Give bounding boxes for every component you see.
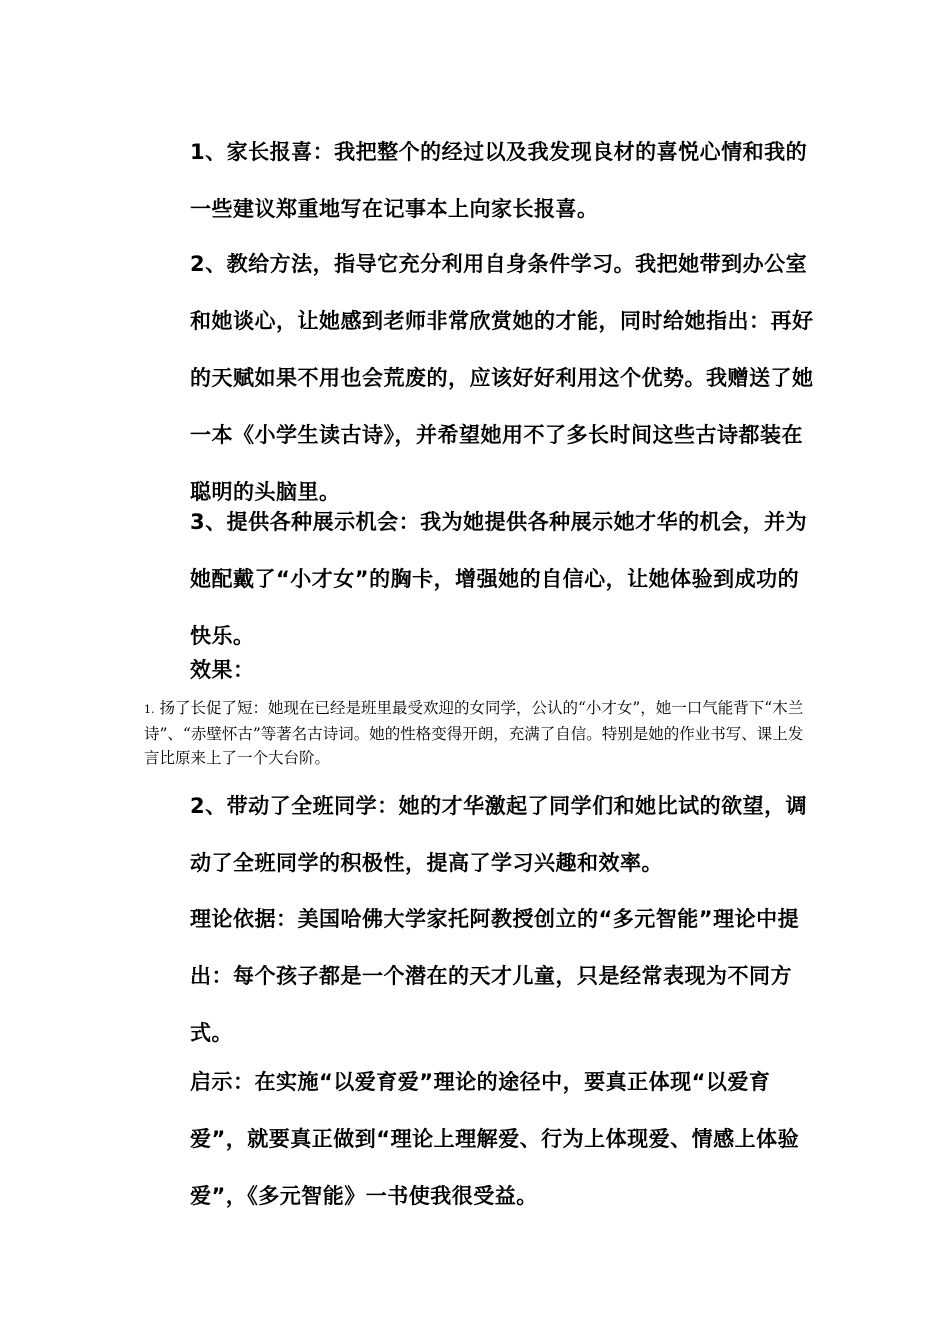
paragraph-insight: 启示：在实施“以爱育爱”理论的途径中，要真正体现“以爱育爱”，就要真正做到“理论上理解爱、行为上体现爱、情感上体验爱”，《多元智能》一书使我很受益。 bbox=[190, 1070, 800, 1208]
paragraph-teaching-method: 2、教给方法，指导它充分利用自身条件学习。我把她带到办公室和她谈心，让她感到老师非常欣赏她的才能，同时给她指出：再好的天赋如果不用也会荒废的，应该好好利用这个优势。我赠送了她一本《小学生读古诗》，并希望她用不了多长时间这些古诗都装在聪明的头脑里。 bbox=[190, 252, 814, 504]
paragraph-theory-basis: 理论依据：美国哈佛大学家托阿教授创立的“多元智能”理论中提出：每个孩子都是一个潜在的天才儿童，只是经常表现为不同方式。 bbox=[190, 907, 800, 1045]
list-number: 1. bbox=[144, 703, 155, 716]
paragraph-effect-one bbox=[144, 696, 809, 770]
heading-effects: 效果： bbox=[190, 658, 255, 682]
paragraph-parent-report: 1、家长报喜：我把整个的经过以及我发现良材的喜悦心情和我的一些建议郑重地写在记事本上向家长报喜。 bbox=[190, 140, 808, 221]
paragraph-display-opportunities: 3、提供各种展示机会：我为她提供各种展示她才华的机会，并为她配戴了“小才女”的胸卡，增强她的自信心，让她体验到成功的快乐。 bbox=[190, 510, 808, 648]
paragraph-effect-two: 2、带动了全班同学：她的才华激起了同学们和她比试的欲望，调动了全班同学的积极性，提高了学习兴趣和效率。 bbox=[190, 794, 808, 875]
paragraph-effect-one-text: 扬了长促了短：她现在已经是班里最受欢迎的女同学，公认的“小才女”，她一口气能背下“木兰诗”、“赤壁怀古”等著名古诗词。她的性格变得开朗，充满了自信。特别是她的作业书写、课上发言比原来上了一个大台阶。 bbox=[144, 699, 804, 767]
